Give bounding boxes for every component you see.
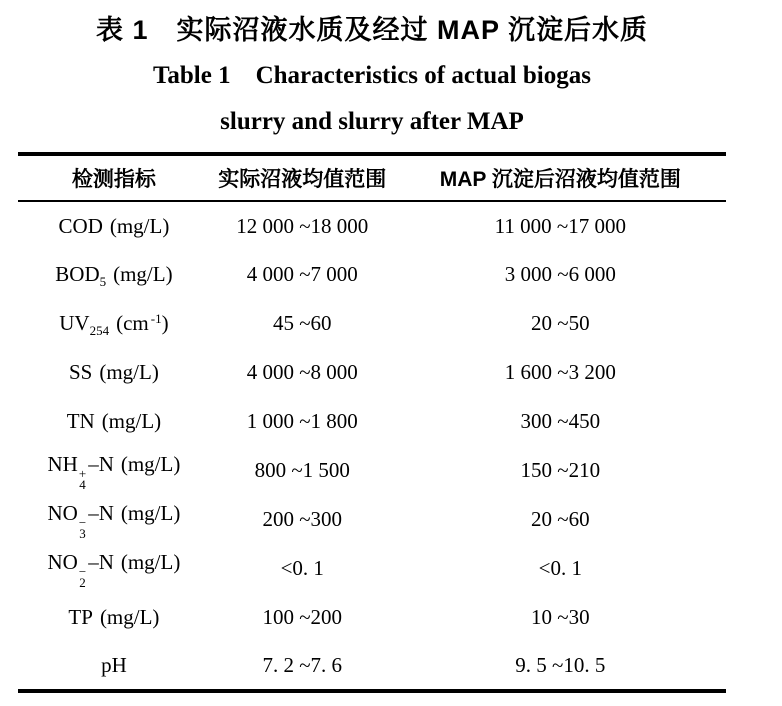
ion-superscript: − — [78, 514, 87, 530]
indicator-name: BOD — [55, 262, 100, 286]
indicator-unit-superscript: -1 — [150, 311, 162, 326]
indicator-cell — [18, 495, 210, 544]
table-row-tp — [18, 593, 726, 642]
actual-value-cell: <0. 1 — [280, 556, 324, 580]
table-caption — [18, 0, 726, 145]
indicator-unit: (mg/L) — [120, 549, 181, 574]
table-row-ph — [18, 642, 726, 691]
indicator-unit: (mg/L) — [113, 262, 173, 286]
indicator-name: UV — [59, 311, 90, 335]
indicator-unit: (mg/L) — [120, 500, 181, 525]
after-map-value-cell: 11 000 ~17 000 — [494, 213, 626, 238]
actual-value-cell: 800 ~1 500 — [254, 458, 350, 482]
table-row-nh4-n — [18, 446, 726, 495]
ion-charge-stack — [78, 563, 87, 590]
actual-value-cell: 4 000 ~7 000 — [246, 262, 358, 286]
after-map-value-cell: 150 ~210 — [520, 458, 601, 482]
after-map-value-cell: 20 ~60 — [531, 507, 590, 531]
table-row-no2-n — [18, 544, 726, 593]
ion-subscript: 4 — [79, 476, 86, 492]
indicator-cell — [18, 446, 210, 495]
indicator-unit-close: ) — [161, 311, 169, 335]
ion-superscript: + — [78, 465, 87, 481]
indicator-name: NO — [47, 549, 78, 574]
indicator-suffix: –N — [88, 500, 114, 525]
ion-charge-stack — [78, 465, 87, 492]
indicator-cell — [18, 299, 210, 348]
indicator-name: NO — [47, 500, 78, 525]
table-caption-en-line2: slurry and slurry after MAP — [220, 108, 524, 135]
table-caption-zh: 表 1 实际沼液水质及经过 MAP 沉淀后水质 — [95, 15, 649, 45]
column-header-actual-slurry: 实际沼液均值范围 — [218, 168, 387, 191]
indicator-unit: (mg/L) — [99, 605, 160, 629]
indicator-cell — [18, 397, 210, 446]
indicator-name: COD — [58, 213, 103, 238]
column-header-after-map: MAP 沉淀后沼液均值范围 — [439, 168, 681, 191]
table-body — [18, 201, 726, 691]
actual-value-cell: 7. 2 ~7. 6 — [262, 653, 343, 677]
indicator-cell — [18, 348, 210, 397]
indicator-cell — [18, 544, 210, 593]
after-map-value-cell: 20 ~50 — [531, 311, 590, 335]
indicator-name: TN — [66, 409, 95, 433]
indicator-name: pH — [101, 653, 127, 677]
after-map-value-cell: 300 ~450 — [520, 409, 601, 433]
indicator-name: SS — [69, 360, 93, 384]
table-row-uv254 — [18, 299, 726, 348]
table-row-ss — [18, 348, 726, 397]
indicator-suffix: –N — [88, 549, 114, 574]
actual-value-cell: 200 ~300 — [262, 507, 343, 531]
table-row-bod5 — [18, 250, 726, 299]
indicator-subscript: 5 — [99, 274, 107, 289]
indicator-unit: (mg/L) — [101, 409, 162, 433]
table-row-cod — [18, 201, 726, 250]
indicator-suffix: –N — [88, 451, 114, 476]
indicator-unit: (cm — [116, 311, 149, 335]
indicator-unit: (mg/L) — [99, 360, 159, 384]
indicator-cell — [18, 593, 210, 642]
table-row-tn — [18, 397, 726, 446]
table-row-no3-n — [18, 495, 726, 544]
indicator-subscript: 254 — [89, 323, 110, 338]
indicator-cell — [18, 250, 210, 299]
after-map-value-cell: 1 600 ~3 200 — [504, 360, 616, 384]
ion-superscript: − — [78, 563, 87, 579]
table-caption-en-line1: Table 1 Characteristics of actual biogas — [153, 62, 591, 89]
after-map-value-cell: <0. 1 — [538, 556, 582, 580]
ion-charge-stack — [78, 514, 87, 541]
after-map-value-cell: 9. 5 ~10. 5 — [515, 653, 606, 677]
actual-value-cell: 45 ~60 — [272, 311, 332, 335]
indicator-name: NH — [47, 451, 78, 476]
column-header-indicator: 检测指标 — [71, 168, 156, 191]
table-header-row — [18, 154, 726, 201]
ion-subscript: 2 — [79, 574, 86, 590]
actual-value-cell: 4 000 ~8 000 — [246, 360, 358, 384]
indicator-unit: (mg/L) — [120, 451, 181, 476]
table-header — [18, 154, 726, 201]
after-map-value-cell: 10 ~30 — [531, 605, 590, 629]
indicator-name: TP — [68, 605, 93, 629]
ion-subscript: 3 — [79, 525, 86, 541]
indicator-unit: (mg/L) — [109, 213, 170, 238]
actual-value-cell: 1 000 ~1 800 — [246, 409, 358, 433]
actual-value-cell: 12 000 ~18 000 — [236, 213, 369, 238]
indicator-cell — [18, 201, 210, 250]
actual-value-cell: 100 ~200 — [262, 605, 343, 629]
after-map-value-cell: 3 000 ~6 000 — [504, 262, 616, 286]
indicator-cell — [18, 642, 210, 691]
water-quality-table — [18, 152, 726, 693]
